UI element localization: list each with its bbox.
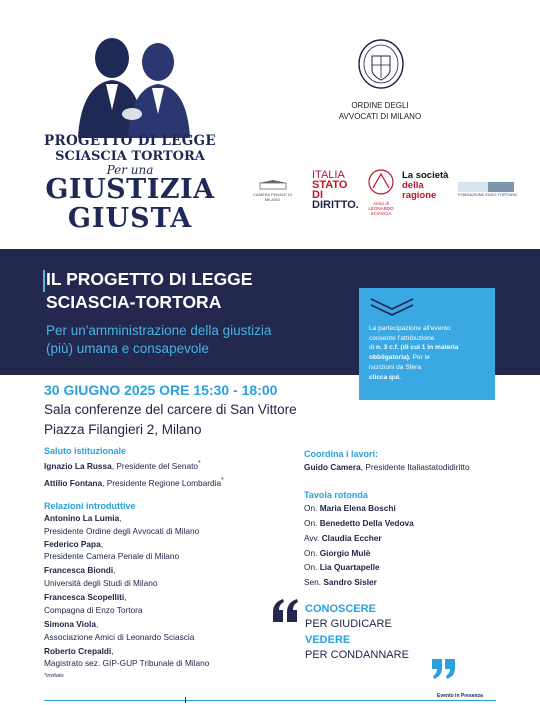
- motto-line-1: CONOSCERE: [305, 603, 376, 615]
- panelist-eccher: Avv. Claudia Eccher: [304, 533, 382, 543]
- speaker-scopelliti-role: Compagna di Enzo Tortora: [44, 605, 143, 615]
- project-logo: [30, 18, 230, 233]
- quote-close-icon: [431, 658, 457, 680]
- panelist-sisler: Sen. Sandro Sisler: [304, 577, 377, 587]
- event-date: 30 GIUGNO 2025 ORE 15:30 - 18:00: [44, 382, 278, 398]
- speaker-biondi-role: Università degli Studi di Milano: [44, 578, 158, 588]
- chevron-down-icon: [369, 296, 415, 316]
- speaker-viola-role: Associazione Amici di Leonardo Sciascia: [44, 632, 195, 642]
- speaker-papa-role: Presidente Camera Penale di Milano: [44, 551, 180, 561]
- fondazione-banner-icon: [458, 182, 514, 192]
- registration-link[interactable]: clicca qui.: [369, 373, 401, 381]
- credits-text: La partecipazione all'evento consente l'attribuzione di n. 3 c.f. (di cui 1 in materia obbligatoria). Per le iscrizioni da Sfera clicca qui.: [369, 325, 459, 381]
- motto-line-4: PER CONDANNARE: [305, 649, 409, 661]
- speaker-la-russa: Ignazio La Russa, Presidente del Senato*: [44, 460, 201, 471]
- seal-label: ORDINE DEGLI AVVOCATI DI MILANO: [338, 101, 422, 121]
- portrait-illustration: [50, 18, 210, 138]
- partner-societa-della-ragione: La società della ragione: [402, 170, 449, 201]
- logo-line-1: PROGETTO DI LEGGE: [44, 133, 216, 149]
- logo-line-3: Per una: [106, 163, 154, 177]
- panelist-quartapelle: On. Lia Quartapelle: [304, 562, 380, 572]
- footer-divider: [44, 700, 496, 701]
- title-accent-bar: [43, 270, 45, 292]
- speaker-la-lumia-role: Presidente Ordine degli Avvocati di Milano: [44, 526, 200, 536]
- event-venue: Sala conferenze del carcere di San Vittore: [44, 402, 297, 417]
- relazioni-heading: Relazioni introduttive: [44, 501, 136, 511]
- building-icon: [258, 180, 288, 190]
- speaker-viola: Simona Viola,: [44, 619, 99, 629]
- credits-box: [359, 288, 495, 400]
- bar-association-seal-icon: [357, 38, 405, 90]
- speaker-crepaldi-role: Magistrato sez. GIP-GUP Tribunale di Milano: [44, 658, 210, 668]
- moderator-camera: Guido Camera, Presidente Italiastatodidiritto: [304, 462, 470, 472]
- speaker-la-lumia: Antonino La Lumia,: [44, 513, 122, 523]
- speaker-papa: Federico Papa,: [44, 539, 104, 549]
- logo-line-2: SCIASCIA TORTORA: [55, 149, 205, 164]
- partner-logos: [245, 168, 520, 216]
- panelist-della-vedova: On. Benedetto Della Vedova: [304, 518, 414, 528]
- panelist-boschi: On. Maria Elena Boschi: [304, 503, 396, 513]
- partner-italia-stato-di-diritto: ITALIA STATO DI DIRITTO.: [312, 169, 359, 211]
- invited-note: *invitato: [44, 673, 64, 679]
- partner-amici-sciascia: Amici di LEONARDO SCIASCIA: [363, 168, 399, 208]
- speaker-fontana: Attilio Fontana, Presidente Regione Lombardia*: [44, 477, 224, 488]
- event-title: IL PROGETTO DI LEGGE SCIASCIA-TORTORA: [46, 269, 253, 312]
- logo-line-4: GIUSTIZIA: [45, 174, 215, 205]
- event-subtitle: Per un'amministrazione della giustizia (più) umana e consapevole: [46, 323, 272, 356]
- tavola-heading: Tavola rotonda: [304, 490, 368, 500]
- sciascia-emblem-icon: [363, 168, 399, 196]
- speaker-biondi: Francesca Biondi,: [44, 565, 116, 575]
- motto-line-3: VEDERE: [305, 634, 351, 646]
- footer-tick: [185, 697, 186, 703]
- motto-line-2: PER GIUDICARE: [305, 618, 392, 630]
- saluto-heading: Saluto istituzionale: [44, 446, 127, 456]
- partner-fondazione-tortora: FONDAZIONE ENZO TORTORA: [458, 182, 518, 197]
- speaker-crepaldi: Roberto Crepaldi,: [44, 646, 114, 656]
- panelist-mule: On. Giorgio Mulè: [304, 548, 371, 558]
- footer-label: Evento in Presenza: [437, 693, 483, 699]
- coordina-heading: Coordina i lavori:: [304, 449, 379, 459]
- partner-camera-penale: CAMERA PENALE DI MILANO: [245, 180, 300, 202]
- speaker-scopelliti: Francesca Scopelliti,: [44, 592, 127, 602]
- quote-open-icon: [271, 598, 299, 624]
- event-address: Piazza Filangieri 2, Milano: [44, 422, 202, 437]
- logo-line-5: GIUSTA: [67, 203, 193, 234]
